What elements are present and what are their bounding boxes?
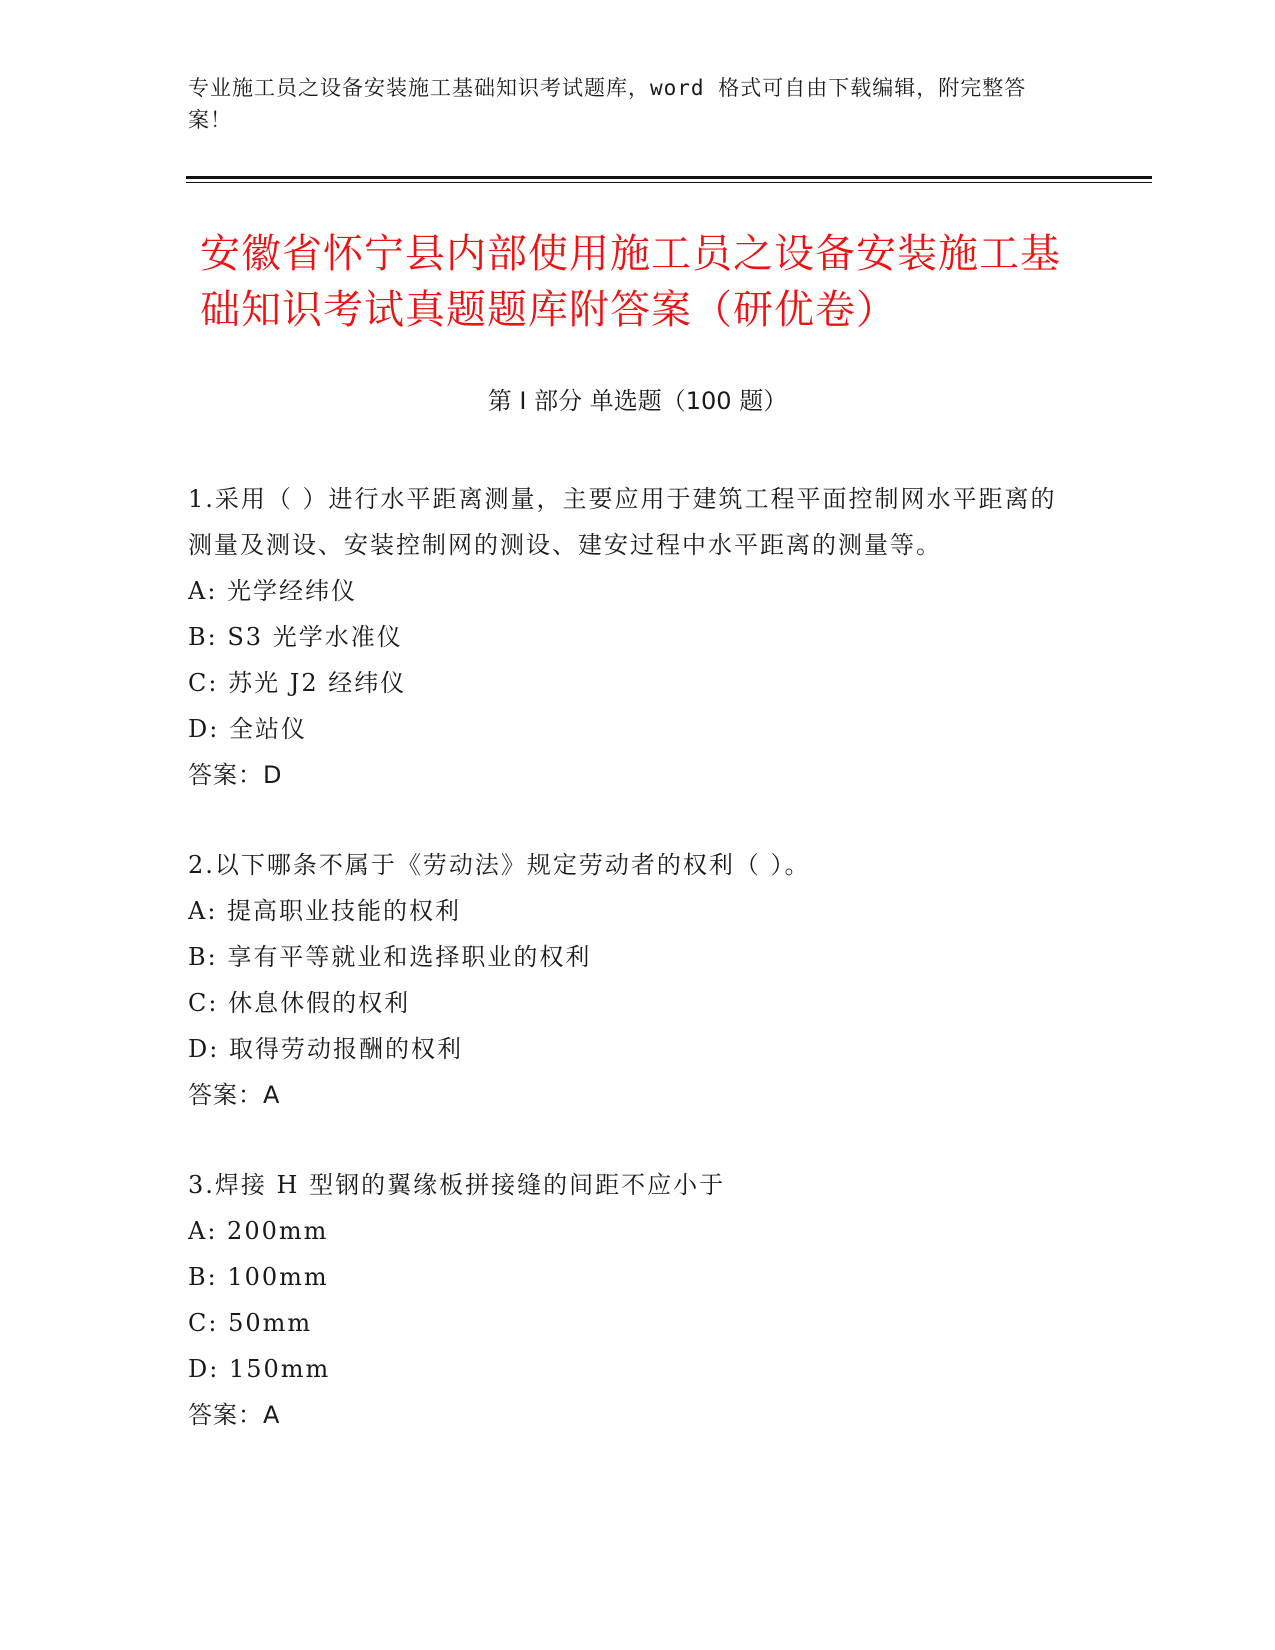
option-c: C: 苏光 J2 经纬仪 bbox=[188, 669, 407, 697]
question-list bbox=[188, 476, 1088, 1482]
option-d: D: 全站仪 bbox=[188, 715, 307, 743]
question-stem: 2.以下哪条不属于《劳动法》规定劳动者的权利（ ）。 bbox=[188, 851, 811, 879]
option-b: B: 享有平等就业和选择职业的权利 bbox=[188, 943, 592, 971]
question-3 bbox=[188, 1162, 1088, 1438]
option-a: A: 光学经纬仪 bbox=[188, 577, 358, 605]
document-title: 安徽省怀宁县内部使用施工员之设备安装施工基础知识考试真题题库附答案（研优卷） bbox=[200, 231, 1061, 333]
header-rule-thick bbox=[186, 176, 1152, 179]
header-note: 专业施工员之设备安装施工基础知识考试题库，word 格式可自由下载编辑，附完整答案！ bbox=[188, 76, 1027, 132]
option-d: D: 150mm bbox=[188, 1355, 331, 1383]
question-1 bbox=[188, 476, 1088, 798]
option-d: D: 取得劳动报酬的权利 bbox=[188, 1035, 463, 1063]
option-c: C: 50mm bbox=[188, 1309, 313, 1337]
header-rule-thin bbox=[186, 182, 1152, 183]
section-heading: 第 I 部分 单选题（100 题） bbox=[487, 387, 788, 415]
option-b: B: 100mm bbox=[188, 1263, 329, 1291]
option-a: A: 200mm bbox=[188, 1217, 329, 1245]
option-a: A: 提高职业技能的权利 bbox=[188, 897, 462, 925]
option-b: B: S3 光学水准仪 bbox=[188, 623, 403, 651]
option-c: C: 休息休假的权利 bbox=[188, 989, 411, 1017]
answer-label: 答案：A bbox=[188, 1401, 281, 1429]
answer-label: 答案：A bbox=[188, 1081, 281, 1109]
question-stem: 1.采用（ ）进行水平距离测量，主要应用于建筑工程平面控制网水平距离的测量及测设、安装控制网的测设、建安过程中水平距离的测量等。 bbox=[188, 485, 1057, 559]
answer-label: 答案：D bbox=[188, 761, 283, 789]
question-stem: 3.焊接 H 型钢的翼缘板拼接缝的间距不应小于 bbox=[188, 1171, 726, 1199]
question-2 bbox=[188, 842, 1088, 1118]
